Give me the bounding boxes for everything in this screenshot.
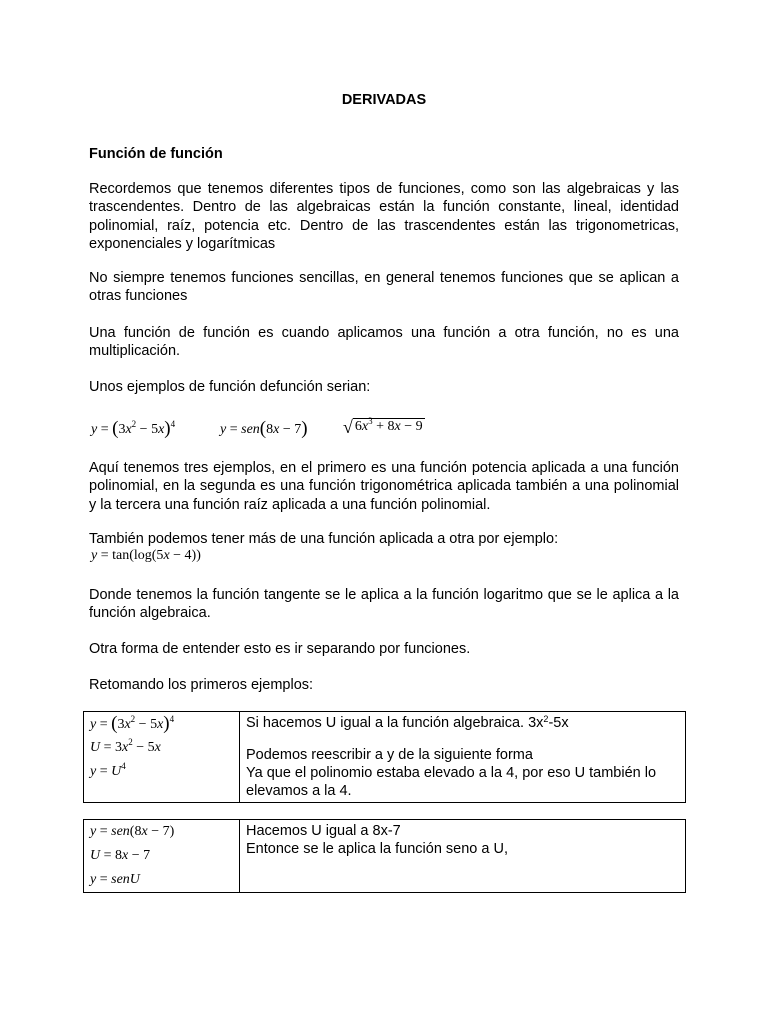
explanation-line: Si hacemos U igual a la función algebraica. $3x^2-5x$ — [246, 714, 569, 731]
table-cell-explanation — [240, 820, 686, 893]
explanation-line: Podemos reescribir a y de la siguiente forma — [246, 747, 533, 763]
formula-row: $U = 3x^2 - 5x$ — [90, 737, 161, 755]
page-title: DERIVADAS — [341, 92, 427, 108]
paragraph-retake-examples: Retomando los primeros ejemplos: — [89, 677, 314, 693]
explanation-line: Entonce se le aplica la función seno a U, — [246, 841, 508, 857]
table-cell-formulas — [84, 820, 240, 893]
paragraph-separate-functions: Otra forma de entender esto es ir separando por funciones. — [89, 641, 471, 657]
table-cell-explanation — [240, 712, 686, 803]
explanation-line: Hacemos U igual a 8x-7 — [246, 823, 401, 839]
formula-tan-log: y = tan(log(5x − 4)) — [91, 548, 201, 563]
formula-sine: y = sen(8x − 7) — [220, 418, 308, 439]
formula-row: y = sen(8x − 7) — [90, 824, 175, 839]
formula-root: √ $6x^3 + 8x - 9$ — [343, 416, 423, 437]
example-table-sine — [83, 819, 686, 893]
paragraph-function-types: Recordemos que tenemos diferentes tipos de funciones, como son las algebraicas y las trascendentes. Dentro de las algebraicas están la función constante, lineal, identidad polinomial, raíz, potencia etc. Dentro de las trascendentes están las trigonometricas, exponenciales y logarítmicas — [89, 181, 679, 253]
table-cell-formulas — [84, 712, 240, 803]
section-heading: Función de función — [89, 146, 223, 162]
explanation-line: Ya que el polinomio estaba elevado a la 4, por eso U también lo elevamos a la 4. — [246, 765, 657, 799]
formula-power: $y = (3x^2 - 5x)^4$ — [91, 418, 176, 439]
formula-row: $y = (3x^2 - 5x)^4$ — [90, 713, 175, 734]
formula-row: y = senU — [90, 872, 140, 887]
paragraph-tan-log-explained: Donde tenemos la función tangente se le aplica a la función logaritmo que se le aplica a la función algebraica. — [89, 587, 679, 622]
paragraph-nested-intro: También podemos tener más de una función aplicada a otra por ejemplo: — [89, 531, 559, 547]
paragraph-examples-intro: Unos ejemplos de función defunción serian: — [89, 379, 371, 395]
paragraph-definition: Una función de función es cuando aplicamos una función a otra función, no es una multiplicación. — [89, 325, 679, 360]
example-table-power — [83, 711, 686, 803]
paragraph-examples-explained: Aquí tenemos tres ejemplos, en el primero es una función potencia aplicada a una función polinomial, en la segunda es una función trigonométrica aplicada también a una polinomial y la tercera una función raíz aplicada a una función polinomial. — [89, 460, 679, 513]
paragraph-composite-functions: No siempre tenemos funciones sencillas, en general tenemos funciones que se aplican a otras funciones — [89, 270, 679, 305]
formula-row: U = 8x − 7 — [90, 848, 151, 863]
formula-row: $y = U^4$ — [90, 761, 126, 779]
